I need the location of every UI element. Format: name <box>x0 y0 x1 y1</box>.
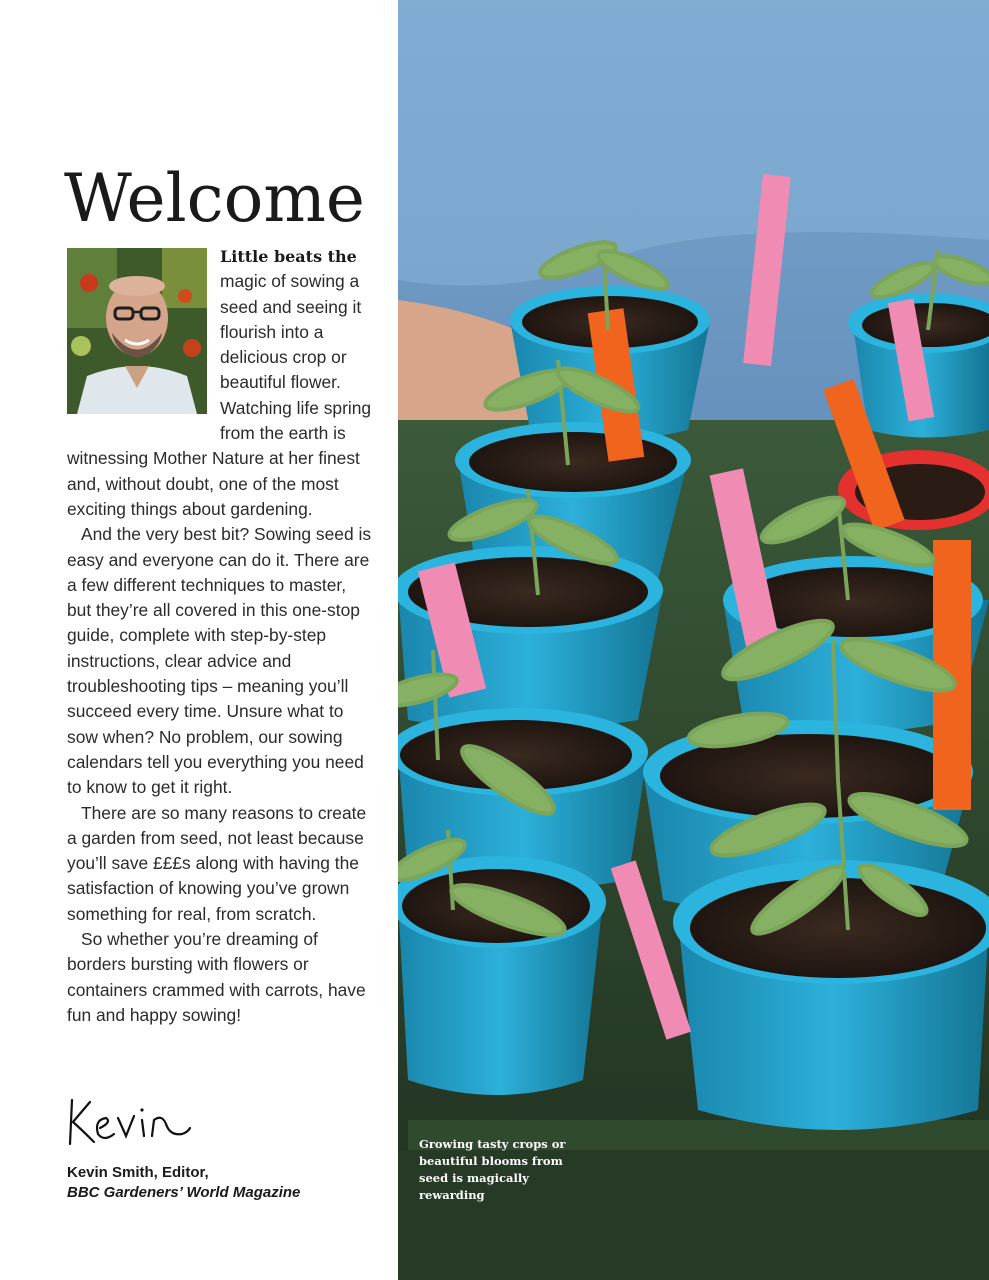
lead-in: Little beats the <box>220 247 357 266</box>
page-title: Welcome <box>64 160 365 237</box>
article-body <box>67 244 375 1028</box>
handwritten-signature <box>64 1092 194 1152</box>
paragraph-3: There are so many reasons to create a garden from seed, not least because you’ll save £££s along with having the satisfaction of knowing you’ve grown something for real, from scratch. <box>67 802 367 924</box>
paragraph-1-text: magic of sowing a seed and seeing it flourish into a delicious crop or beautiful flower. Watching life spring from the earth is witnessing Mother Nature at her finest and, without doubt, one of the most exciting things about gardening. <box>67 271 372 519</box>
seedling-photo <box>398 0 989 1280</box>
magazine-name: BBC Gardeners’ World Magazine <box>67 1184 301 1201</box>
editor-credit <box>67 1163 300 1203</box>
photo-caption: Growing tasty crops or beautiful blooms from seed is magically rewarding <box>419 1137 566 1202</box>
paragraph-2: And the very best bit? Sowing seed is easy and everyone can do it. There are a few different techniques to master, but they’re all covered in this one-stop guide, complete with step-by-step instructions, clear advice and troubleshooting tips – meaning you’ll succeed every time. Unsure what to sow when? No problem, our sowing calendars tell you everything you need to know to get it right. <box>67 524 372 798</box>
paragraph-4: So whether you’re dreaming of borders bursting with flowers or containers crammed with carrots, have fun and happy sowing! <box>67 929 366 1025</box>
left-column <box>0 0 398 1280</box>
editor-name: Kevin Smith, Editor, <box>67 1164 209 1181</box>
